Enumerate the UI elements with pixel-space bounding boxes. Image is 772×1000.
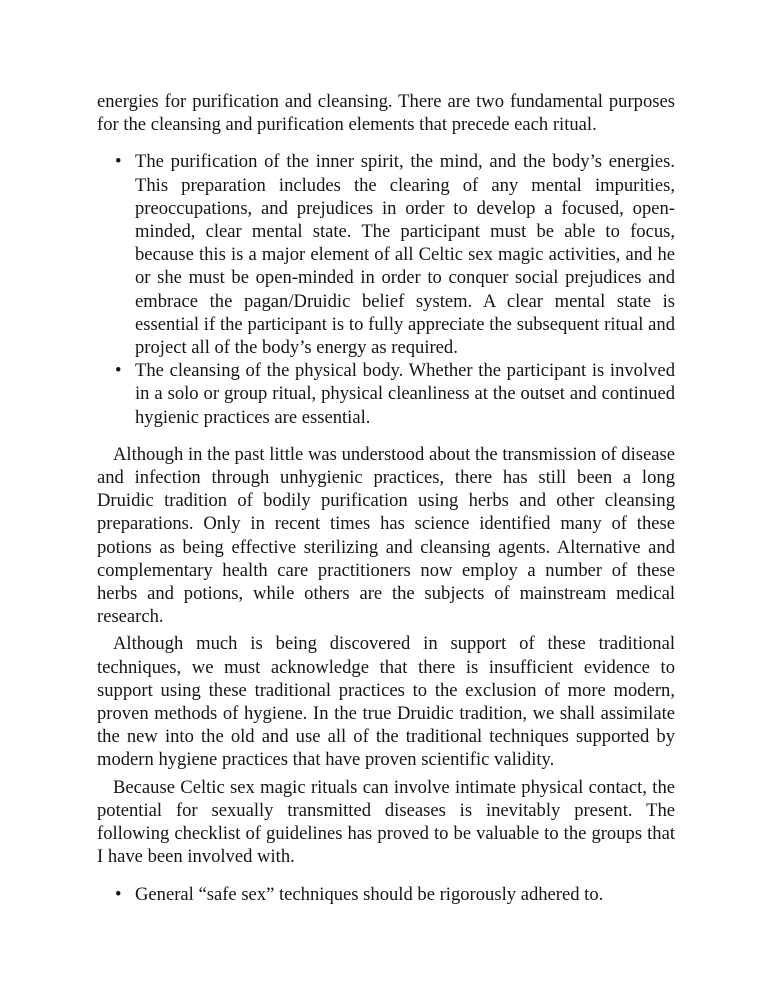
bullet-icon: • <box>115 151 122 173</box>
list-item <box>97 359 675 429</box>
paragraph-modern-methods: Although much is being discovered in support of these traditional techniques, we must acknowledge that there is insufficient evidence to support using these traditional practices to the exclusion of more modern, proven methods of hygiene. In the true Druidic tradition, we shall assimilate the new into the old and use all of the traditional techniques supported by modern hygiene practices that have proven scientific validity. <box>97 633 675 771</box>
list-item <box>97 883 675 906</box>
paragraph-checklist-intro: Because Celtic sex magic rituals can involve intimate physical contact, the potential for sexually transmitted diseases is inevitably present. The following checklist of guidelines has proved to be valuable to the groups that I have been involved with. <box>97 776 675 868</box>
list-item-text: General “safe sex” techniques should be rigorously adhered to. <box>135 883 604 905</box>
purposes-list <box>97 150 675 428</box>
paragraph-hygiene-history: Although in the past little was understood about the transmission of disease and infection through unhygienic practices, there has still been a long Druidic tradition of bodily purification using herbs and other cleansing preparations. Only in recent times has science identified many of these potions as being effective sterilizing and cleansing agents. Alternative and complementary health care practitioners now employ a number of these herbs and potions, while others are the subjects of mainstream medical research. <box>97 443 675 628</box>
paragraph-intro: energies for purification and cleansing. There are two fundamental purposes for the cleansing and purification elements that precede each ritual. <box>97 91 675 136</box>
list-item-text: The purification of the inner spirit, the mind, and the body’s energies. This preparation includes the clearing of any mental impurities, preoccupations, and prejudices in order to develop a focused, open-minded, clear mental state. The participant must be able to focus, because this is a major element of all Celtic sex magic activities, and he or she must be open-minded in order to conquer social prejudices and embrace the pagan/Druidic belief system. A clear mental state is essential if the participant is to fully appreciate the subsequent ritual and project all of the body’s energy as required. <box>135 151 675 359</box>
bullet-icon: • <box>115 360 122 382</box>
list-item <box>97 150 675 359</box>
guidelines-list <box>97 883 675 906</box>
page-body <box>97 90 675 906</box>
list-item-text: The cleansing of the physical body. Whether the participant is involved in a solo or group ritual, physical cleanliness at the outset and continued hygienic practices are essential. <box>135 360 675 428</box>
bullet-icon: • <box>115 883 122 905</box>
